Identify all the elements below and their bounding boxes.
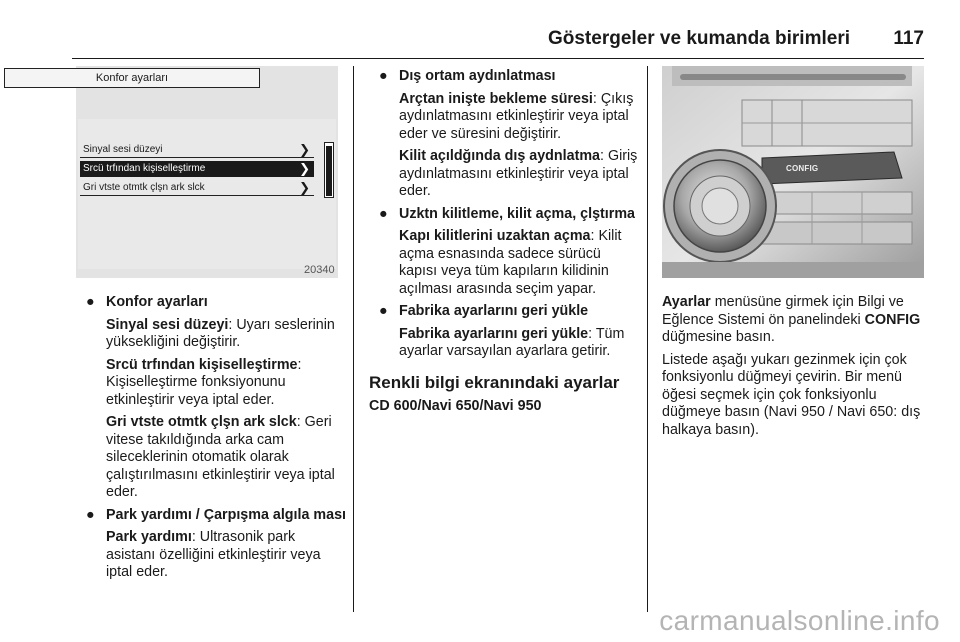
bullet-icon: ● bbox=[86, 506, 95, 523]
term-label: Sinyal sesi düzeyi bbox=[106, 316, 229, 333]
item-heading: Uzktn kilitleme, kilit açma, çlştırma bbox=[399, 205, 635, 222]
term-text: : Kişiselleştirme fonksiyonunu etkinleştirir veya iptal eder. bbox=[106, 356, 302, 408]
item-paragraph bbox=[106, 529, 346, 582]
item-paragraph bbox=[399, 148, 641, 201]
subsection-heading: CD 600/Navi 650/Navi 950 bbox=[369, 397, 542, 414]
term-label: CONFIG bbox=[864, 311, 921, 328]
body-text: düğmesine basın. bbox=[662, 329, 775, 345]
screen-menu-row bbox=[80, 142, 314, 158]
term-label: Gri vtste otmtk çlşn ark slck bbox=[106, 414, 297, 430]
screen-row-label: Srcü trfından kişiselleştirme bbox=[83, 163, 206, 174]
column-3 bbox=[662, 294, 930, 444]
term-text: : Giriş aydınlatmasını etkinleştirir veya iptal eder. bbox=[399, 148, 638, 199]
item-paragraph bbox=[106, 317, 346, 352]
term-text: : Çıkış aydınlatmasını etkinleştirir veya iptal eder ve süresini değiştirir. bbox=[399, 90, 634, 142]
term-label: Kilit açıldğında dış aydnlatma bbox=[399, 148, 600, 164]
list-item bbox=[369, 206, 641, 299]
list-item bbox=[369, 68, 641, 201]
config-panel-photo bbox=[662, 66, 924, 278]
page-number: 117 bbox=[893, 28, 924, 49]
screen-scrollbar bbox=[324, 142, 334, 198]
item-heading: Konfor ayarları bbox=[106, 294, 208, 310]
chevron-right-icon: ❯ bbox=[299, 161, 310, 176]
chevron-right-icon: ❯ bbox=[299, 142, 310, 157]
item-paragraph bbox=[399, 326, 641, 361]
column-divider-1 bbox=[353, 66, 354, 612]
item-paragraph bbox=[106, 357, 346, 410]
page-header bbox=[0, 28, 960, 58]
page-title: Göstergeler ve kumanda birimleri bbox=[547, 28, 850, 49]
term-label: Srcü trfından kişiselleştirme bbox=[106, 356, 298, 373]
screen-menu-title: Konfor ayarları bbox=[4, 68, 260, 88]
item-paragraph bbox=[399, 91, 641, 144]
figure-number: 20340 bbox=[304, 264, 335, 276]
bullet-icon: ● bbox=[379, 205, 388, 222]
body-paragraph: Listede aşağı yukarı gezinmek için çok fonksiyonlu düğmeyi çevirin. Bir menü öğesi seçmek için çok fonksiyonlu düğmeye basın (Navi 950 / Navi 650: dış halkaya basın). bbox=[662, 351, 921, 438]
term-text: : Uyarı seslerinin yüksekliğini değiştirir. bbox=[106, 316, 335, 350]
screen-scroll-thumb bbox=[326, 146, 332, 196]
list-item bbox=[369, 303, 641, 361]
body-paragraph bbox=[662, 294, 930, 347]
term-text: : Tüm ayarlar varsayılan ayarlara getirir. bbox=[399, 325, 625, 359]
screen-menu-row-selected bbox=[80, 161, 314, 177]
body-text: menüsüne girmek için Bilgi ve Eğlence Sistemi ön panelindeki bbox=[662, 294, 904, 328]
term-label: Ayarlar bbox=[662, 294, 711, 310]
item-heading: Dış ortam aydınlatması bbox=[399, 68, 556, 84]
list-item bbox=[76, 294, 346, 502]
term-label: Fabrika ayarlarını geri yükle bbox=[399, 325, 589, 342]
item-heading: Park yardımı / Çarpışma algıla ması bbox=[106, 506, 346, 523]
item-paragraph bbox=[399, 228, 641, 298]
column-2 bbox=[369, 68, 641, 420]
screen-row-label: Sinyal sesi düzeyi bbox=[83, 144, 163, 155]
screen-row-label: Gri vtste otmtk çlşn ark slck bbox=[83, 182, 205, 193]
column-1 bbox=[76, 294, 346, 587]
term-text: : Ultrasonik park asistanı özelliğini etkinleştirir veya iptal eder. bbox=[106, 529, 321, 580]
item-heading: Fabrika ayarlarını geri yükle bbox=[399, 303, 589, 319]
bullet-icon: ● bbox=[379, 68, 388, 84]
term-label: Park yardımı bbox=[106, 529, 192, 545]
term-text: : Geri vitese takıldığında arka cam sileceklerinin otomatik olarak çalıştırılmasını etkinleştirir veya iptal eder. bbox=[106, 414, 335, 500]
item-paragraph bbox=[106, 414, 346, 502]
watermark: carmanualsonline.info bbox=[659, 605, 940, 636]
screen-menu-row bbox=[80, 180, 314, 196]
column-divider-2 bbox=[647, 66, 648, 612]
config-button-label: CONFIG bbox=[786, 164, 819, 173]
chevron-right-icon: ❯ bbox=[299, 180, 310, 195]
term-text: : Kilit açma esnasında sadece sürücü kapısı veya tüm kapıların kilidinin açılması arasında seçim yapar. bbox=[399, 228, 622, 297]
list-item bbox=[76, 507, 346, 582]
section-heading: Renkli bilgi ekranındaki ayarlar bbox=[369, 372, 620, 392]
term-label: Kapı kilitlerini uzaktan açma bbox=[399, 228, 591, 244]
bullet-icon: ● bbox=[86, 294, 95, 310]
header-rule bbox=[72, 58, 924, 59]
bullet-icon: ● bbox=[379, 303, 388, 319]
term-label: Arçtan inişte bekleme süresi bbox=[399, 90, 593, 107]
